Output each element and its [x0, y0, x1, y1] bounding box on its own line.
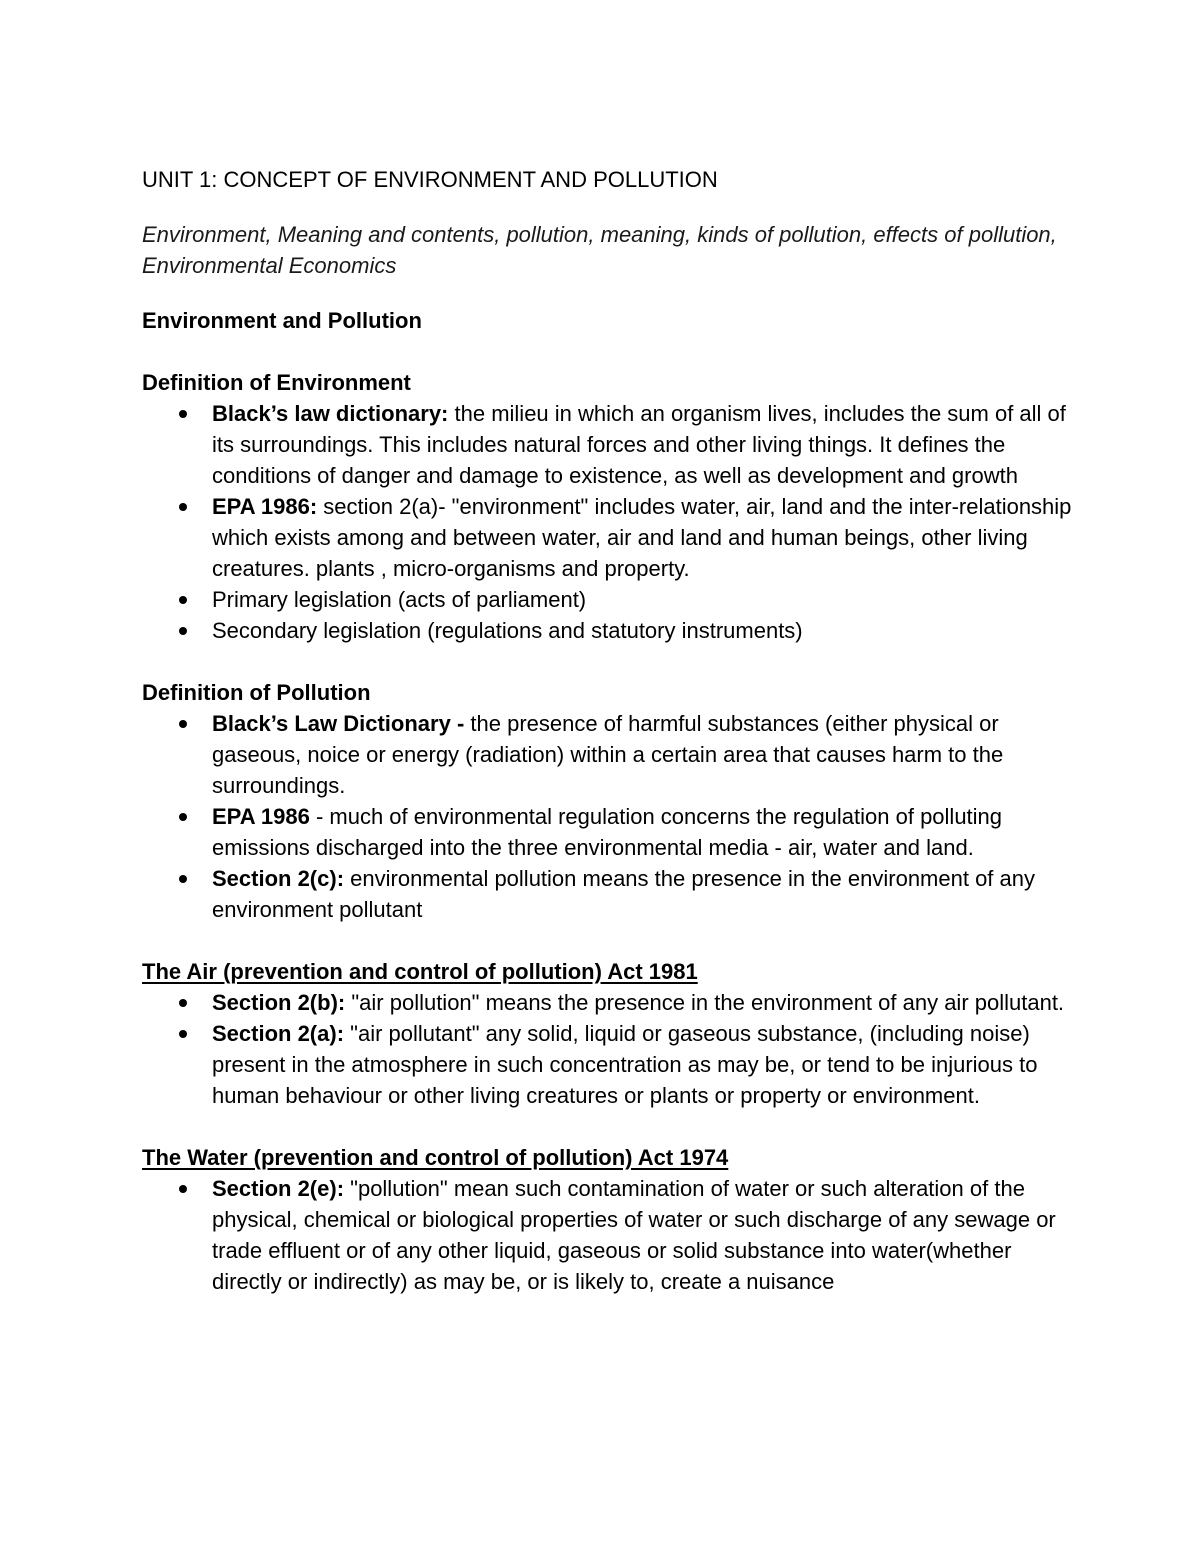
item-text: "air pollutant" any solid, liquid or gaseous substance, (including noise) present in the atmosphere in such concentration as may be, or tend to be injurious to human behaviour or other living creatures or plants or property or environment. — [212, 1021, 1038, 1108]
bullet-icon — [179, 875, 187, 883]
bullet-icon — [179, 813, 187, 821]
item-term: EPA 1986: — [212, 494, 318, 519]
item-text: the presence of harmful substances (either physical or gaseous, noice or energy (radiation) within a certain area that causes harm to the surroundings. — [212, 711, 1004, 798]
list-item — [142, 398, 1072, 491]
section-heading: Environment and Pollution — [142, 308, 422, 333]
item-text: Secondary legislation (regulations and statutory instruments) — [212, 618, 803, 643]
water-act-list — [142, 1173, 1072, 1297]
list-item — [142, 801, 1072, 863]
pollution-definition-list — [142, 708, 1072, 925]
list-item — [142, 1018, 1072, 1111]
water-act-section — [142, 1142, 1072, 1297]
list-item — [142, 863, 1072, 925]
item-term: Section 2(b): — [212, 990, 346, 1015]
bullet-icon — [179, 1185, 187, 1193]
environment-definition-list — [142, 398, 1072, 646]
environment-definition-section — [142, 367, 1072, 646]
bullet-icon — [179, 503, 187, 511]
air-act-section — [142, 956, 1072, 1111]
air-act-list — [142, 987, 1072, 1111]
item-text: "pollution" mean such contamination of water or such alteration of the physical, chemical or biological properties of water or such discharge of any sewage or trade effluent or of any other liquid, gaseous or solid substance into water(whether directly or indirectly) as may be, or is likely to, create a nuisance — [212, 1176, 1056, 1294]
item-text: section 2(a)- "environment" includes water, air, land and the inter-relationship which exists among and between water, air and land and human beings, other living creatures. plants , micro-organisms and property. — [212, 494, 1072, 581]
item-term: Section 2(e): — [212, 1176, 345, 1201]
unit-title: UNIT 1: CONCEPT OF ENVIRONMENT AND POLLUTION — [142, 167, 718, 192]
item-term: Section 2(a): — [212, 1021, 345, 1046]
item-text: Primary legislation (acts of parliament) — [212, 587, 587, 612]
water-act-heading: The Water (prevention and control of pollution) Act 1974 — [142, 1145, 729, 1170]
bullet-icon — [179, 410, 187, 418]
list-item — [142, 987, 1072, 1018]
list-item — [142, 1173, 1072, 1297]
bullet-icon — [179, 627, 187, 635]
item-term: Section 2(c): — [212, 866, 345, 891]
list-item — [142, 708, 1072, 801]
bullet-icon — [179, 596, 187, 604]
item-text: the milieu in which an organism lives, includes the sum of all of its surroundings. This includes natural forces and other living things. It defines the conditions of danger and damage to existence, as well as development and growth — [212, 401, 1066, 488]
list-item — [142, 584, 1072, 615]
air-act-heading: The Air (prevention and control of pollution) Act 1981 — [142, 959, 698, 984]
pollution-definition-section — [142, 677, 1072, 925]
list-item — [142, 491, 1072, 584]
item-text: environmental pollution means the presence in the environment of any environment pollutant — [212, 866, 1036, 922]
bullet-icon — [179, 720, 187, 728]
list-item — [142, 615, 1072, 646]
document-page — [142, 164, 1072, 1297]
pollution-definition-heading: Definition of Pollution — [142, 680, 371, 705]
item-text: - much of environmental regulation concerns the regulation of polluting emissions discharged into the three environmental media - air, water and land. — [212, 804, 1003, 860]
item-term: Black’s law dictionary: — [212, 401, 449, 426]
item-term: Black’s Law Dictionary - — [212, 711, 465, 736]
item-text: "air pollution" means the presence in the environment of any air pollutant. — [345, 990, 1065, 1015]
bullet-icon — [179, 1030, 187, 1038]
unit-subtitle: Environment, Meaning and contents, pollution, meaning, kinds of pollution, effects of pollution, Environmental Economics — [142, 222, 1057, 278]
environment-definition-heading: Definition of Environment — [142, 370, 411, 395]
item-term: EPA 1986 — [212, 804, 310, 829]
bullet-icon — [179, 999, 187, 1007]
